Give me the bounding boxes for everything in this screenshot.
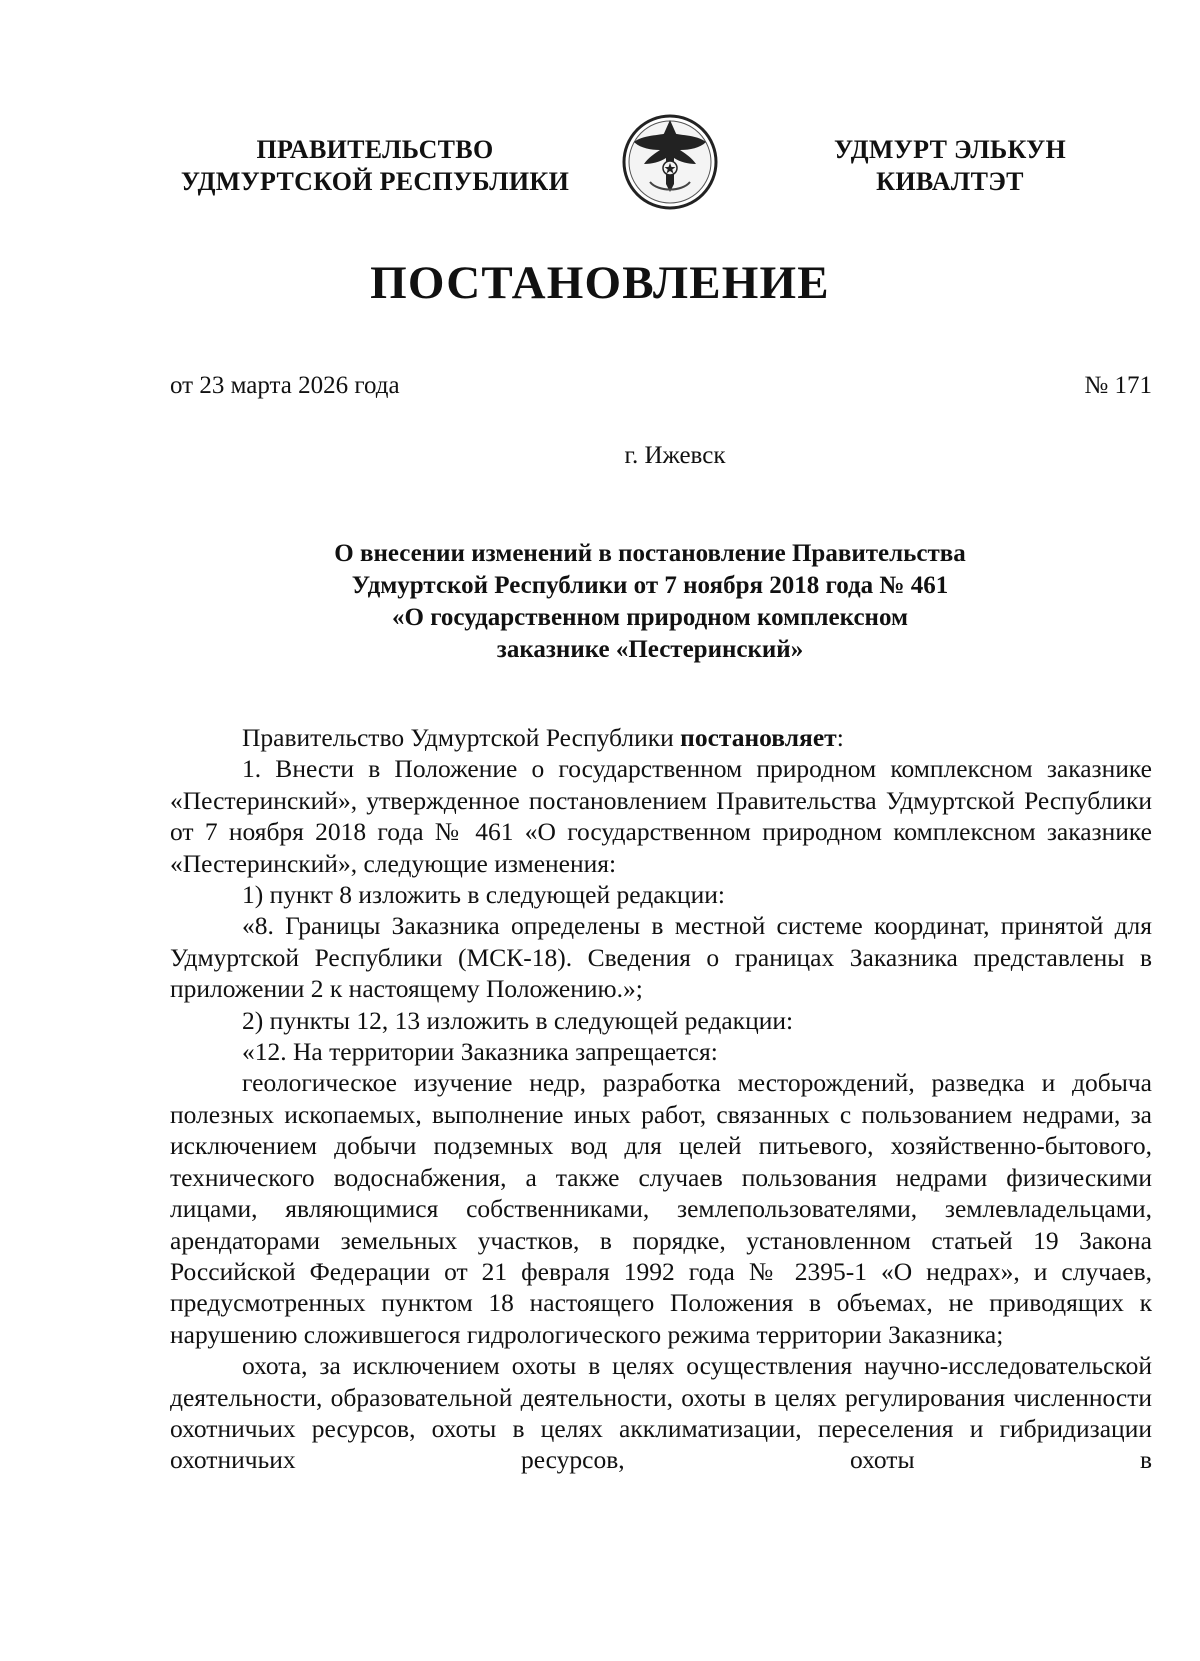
government-name-russian [170,134,580,198]
body-paragraph: «8. Границы Заказника определены в местной системе координат, принятой для Удмуртской Республики (МСК-18). Сведения о границах Заказника представлены в приложении 2 к настоящему Положению.»; [170,911,1152,1004]
document-date: от 23 марта 2026 года [170,372,400,399]
subject-line: Удмуртской Республики от 7 ноября 2018 года № 461 [351,572,949,599]
coat-of-arms-icon [614,112,726,212]
body-paragraph: «12. На территории Заказника запрещается: [242,1037,718,1067]
government-name-line: УДМУРТ ЭЛЬКУН [833,135,1067,164]
document-body [170,722,1152,1476]
government-name-line: КИВАЛТЭТ [876,167,1024,196]
body-paragraph: геологическое изучение недр, разработка месторождений, разведка и добыча полезных ископаемых, выполнение иных работ, связанных с пользованием недрами, за исключением добычи подземных вод для целей питьевого, хозяйственно-бытового, технического водоснабжения, а также случаев пользования недрами физическими лицами, являющимися собственниками, землепользователями, землевладельцами, арендаторами земельных участков, в порядке, установленном статьей 19 Закона Российской Федерации от 21 февраля 1992 года № 2395-1 «О недрах», и случаев, предусмотренных пунктом 18 настоящего Положения в объемах, не приводящих к нарушению сложившегося гидрологического режима территории Заказника; [170,1068,1152,1349]
preamble-verb: постановляет [680,723,837,752]
document-number: № 171 [1084,372,1152,399]
subject-line: заказнике «Пестеринский» [496,636,804,663]
preamble-colon: : [836,723,844,752]
government-name-line: ПРАВИТЕЛЬСТВО [256,135,494,164]
subject-line: «О государственном природном комплексном [392,604,908,631]
preamble-text: Правительство Удмуртской Республики [242,723,681,752]
body-paragraph: 1) пункт 8 изложить в следующей редакции: [242,880,725,910]
government-name-udmurt [800,134,1100,198]
preamble-paragraph [170,722,1152,753]
body-paragraph: 2) пункты 12, 13 изложить в следующей редакции: [242,1005,794,1035]
document-subject [240,538,1060,666]
document-title: ПОСТАНОВЛЕНИЕ [370,257,830,309]
subject-line: О внесении изменений в постановление Правительства [334,540,966,567]
body-paragraph: охота, за исключением охоты в целях осуществления научно-исследовательской деятельности, образовательной деятельности, охоты в целях регулирования численности охотничьих ресурсов, охоты в целях акклиматизации, переселения и гибридизации охотничьих ресурсов, охоты в [170,1351,1152,1475]
document-city: г. Ижевск [624,442,726,469]
government-name-line: УДМУРТСКОЙ РЕСПУБЛИКИ [180,167,570,196]
body-paragraph: 1. Внести в Положение о государственном природном комплексном заказнике «Пестеринский», утвержденное постановлением Правительства Удмуртской Республики от 7 ноября 2018 года № 461 «О государственном природном комплексном заказнике «Пестеринский», следующие изменения: [170,754,1152,878]
